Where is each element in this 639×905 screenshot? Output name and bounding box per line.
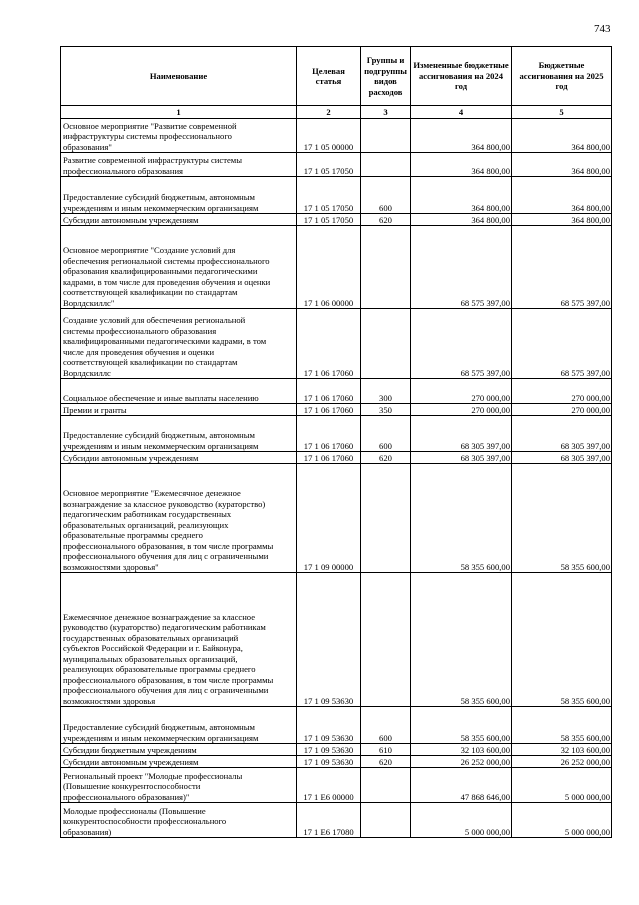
page-number: 743 xyxy=(594,23,611,35)
row-value-2024: 270 000,00 xyxy=(411,404,512,416)
row-code: 17 1 06 17060 xyxy=(297,452,361,464)
row-name: Субсидии автономным учреждениям xyxy=(61,452,297,464)
row-code: 17 1 09 00000 xyxy=(297,464,361,573)
row-code: 17 1 06 17060 xyxy=(297,379,361,404)
header-budget-2025: Бюджетные ассигнования на 2025 год xyxy=(512,47,612,106)
table-row xyxy=(61,226,612,309)
index-cell: 4 xyxy=(411,106,512,119)
row-group xyxy=(361,119,411,153)
row-name: Ежемесячное денежное вознаграждение за классное руководство (кураторство) педагогическим работникам государственных образовательных организаций субъектов Российской Федерации и г. Байконура, муниципальных образовательных организаций, реализующих образовательные программы среднего профессионального образования, в том числе программы профессионального обучения для лиц с ограниченными возможностями здоровья xyxy=(61,573,297,707)
row-name: Субсидии бюджетным учреждениям xyxy=(61,744,297,756)
row-group: 620 xyxy=(361,452,411,464)
row-name: Основное мероприятие "Развитие современной инфраструктуры системы профессионального образования" xyxy=(61,119,297,153)
budget-table xyxy=(60,46,612,838)
row-group xyxy=(361,309,411,379)
row-value-2025: 58 355 600,00 xyxy=(512,464,612,573)
row-value-2024: 32 103 600,00 xyxy=(411,744,512,756)
row-code: 17 1 09 53630 xyxy=(297,756,361,768)
header-groups: Группы и подгруппы видов расходов xyxy=(361,47,411,106)
row-value-2025: 68 575 397,00 xyxy=(512,309,612,379)
row-code: 17 1 06 17060 xyxy=(297,404,361,416)
row-name: Предоставление субсидий бюджетным, автономным учреждениям и иным некоммерческим организациям xyxy=(61,707,297,744)
row-group: 300 xyxy=(361,379,411,404)
row-code: 17 1 06 17060 xyxy=(297,309,361,379)
row-value-2024: 364 800,00 xyxy=(411,177,512,214)
row-group: 350 xyxy=(361,404,411,416)
table-row xyxy=(61,214,612,226)
table-row xyxy=(61,464,612,573)
row-name: Предоставление субсидий бюджетным, автономным учреждениям и иным некоммерческим организациям xyxy=(61,416,297,452)
header-row xyxy=(61,47,612,106)
row-name: Предоставление субсидий бюджетным, автономным учреждениям и иным некоммерческим организациям xyxy=(61,177,297,214)
row-group: 600 xyxy=(361,416,411,452)
row-value-2025: 364 800,00 xyxy=(512,153,612,177)
table-row xyxy=(61,404,612,416)
row-name: Социальное обеспечение и иные выплаты населению xyxy=(61,379,297,404)
row-name: Создание условий для обеспечения региональной системы профессионального образования квалифицированными педагогическими кадрами, в том числе для проведения обучения и оценки соответствующей квалификации по стандартам Ворлдскиллс xyxy=(61,309,297,379)
row-value-2024: 58 355 600,00 xyxy=(411,464,512,573)
row-value-2024: 68 575 397,00 xyxy=(411,226,512,309)
row-name: Региональный проект "Молодые профессионалы (Повышение конкурентоспособности профессионального образования)" xyxy=(61,768,297,803)
row-code: 17 1 05 00000 xyxy=(297,119,361,153)
row-value-2025: 68 305 397,00 xyxy=(512,416,612,452)
header-target: Целевая статья xyxy=(297,47,361,106)
table-row xyxy=(61,153,612,177)
index-row xyxy=(61,106,612,119)
table-row xyxy=(61,177,612,214)
table-row xyxy=(61,744,612,756)
row-name: Субсидии автономным учреждениям xyxy=(61,214,297,226)
row-code: 17 1 05 17050 xyxy=(297,214,361,226)
row-code: 17 1 06 00000 xyxy=(297,226,361,309)
table-row xyxy=(61,416,612,452)
table-row xyxy=(61,379,612,404)
row-code: 17 1 06 17060 xyxy=(297,416,361,452)
row-name: Субсидии автономным учреждениям xyxy=(61,756,297,768)
row-group: 610 xyxy=(361,744,411,756)
table-row xyxy=(61,756,612,768)
row-value-2024: 364 800,00 xyxy=(411,153,512,177)
row-name: Молодые профессионалы (Повышение конкурентоспособности профессионального образования) xyxy=(61,803,297,838)
row-value-2025: 68 575 397,00 xyxy=(512,226,612,309)
index-cell: 2 xyxy=(297,106,361,119)
table-row xyxy=(61,119,612,153)
row-code: 17 1 E6 17080 xyxy=(297,803,361,838)
row-value-2025: 68 305 397,00 xyxy=(512,452,612,464)
header-name: Наименование xyxy=(61,47,297,106)
row-group: 600 xyxy=(361,707,411,744)
row-code: 17 1 05 17050 xyxy=(297,177,361,214)
row-value-2025: 32 103 600,00 xyxy=(512,744,612,756)
row-value-2024: 5 000 000,00 xyxy=(411,803,512,838)
row-code: 17 1 09 53630 xyxy=(297,744,361,756)
row-group xyxy=(361,768,411,803)
row-group: 620 xyxy=(361,214,411,226)
row-group xyxy=(361,573,411,707)
row-value-2025: 5 000 000,00 xyxy=(512,803,612,838)
table-row xyxy=(61,803,612,838)
row-value-2025: 270 000,00 xyxy=(512,404,612,416)
row-value-2024: 58 355 600,00 xyxy=(411,707,512,744)
row-group xyxy=(361,153,411,177)
row-name: Премии и гранты xyxy=(61,404,297,416)
row-name: Основное мероприятие "Ежемесячное денежное вознаграждение за классное руководство (кураторство) педагогическим работникам государственных образовательных организаций, реализующих образовательные программы среднего профессионального образования, в том числе программы профессионального обучения для лиц с ограниченными возможностями здоровья" xyxy=(61,464,297,573)
row-group: 620 xyxy=(361,756,411,768)
row-value-2025: 270 000,00 xyxy=(512,379,612,404)
row-value-2024: 26 252 000,00 xyxy=(411,756,512,768)
row-value-2025: 58 355 600,00 xyxy=(512,573,612,707)
row-value-2024: 58 355 600,00 xyxy=(411,573,512,707)
row-value-2024: 364 800,00 xyxy=(411,214,512,226)
table-row xyxy=(61,573,612,707)
index-cell: 3 xyxy=(361,106,411,119)
row-value-2024: 68 305 397,00 xyxy=(411,452,512,464)
index-cell: 1 xyxy=(61,106,297,119)
index-cell: 5 xyxy=(512,106,612,119)
table-row xyxy=(61,309,612,379)
row-name: Основное мероприятие "Создание условий для обеспечения региональной системы профессионального образования квалифицированными педагогическими кадрами, в том числе для проведения обучения и оценки соответствующей квалификации по стандартам Ворлдскиллс" xyxy=(61,226,297,309)
row-value-2024: 68 575 397,00 xyxy=(411,309,512,379)
row-value-2024: 270 000,00 xyxy=(411,379,512,404)
row-code: 17 1 09 53630 xyxy=(297,707,361,744)
table-row xyxy=(61,452,612,464)
row-value-2025: 58 355 600,00 xyxy=(512,707,612,744)
row-group xyxy=(361,803,411,838)
header-changed-2024: Измененные бюджетные ассигнования на 2024 год xyxy=(411,47,512,106)
row-value-2025: 364 800,00 xyxy=(512,214,612,226)
row-value-2025: 26 252 000,00 xyxy=(512,756,612,768)
row-group: 600 xyxy=(361,177,411,214)
row-code: 17 1 09 53630 xyxy=(297,573,361,707)
row-value-2024: 68 305 397,00 xyxy=(411,416,512,452)
row-code: 17 1 E6 00000 xyxy=(297,768,361,803)
row-name: Развитие современной инфраструктуры системы профессионального образования xyxy=(61,153,297,177)
row-value-2024: 47 868 646,00 xyxy=(411,768,512,803)
row-value-2025: 5 000 000,00 xyxy=(512,768,612,803)
row-value-2025: 364 800,00 xyxy=(512,177,612,214)
row-value-2025: 364 800,00 xyxy=(512,119,612,153)
table-row xyxy=(61,707,612,744)
table-row xyxy=(61,768,612,803)
row-group xyxy=(361,464,411,573)
row-value-2024: 364 800,00 xyxy=(411,119,512,153)
row-code: 17 1 05 17050 xyxy=(297,153,361,177)
row-group xyxy=(361,226,411,309)
